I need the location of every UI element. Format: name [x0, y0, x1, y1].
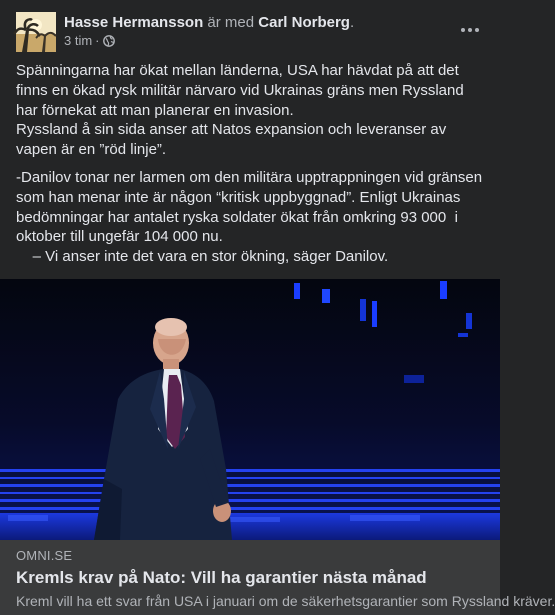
link-preview[interactable]: [0, 540, 555, 615]
post-paragraph: -Danilov tonar ner larmen om den militära upptrappningen vid gränsen som han menar inte är någon “kritisk uppbyggnad”. Enligt Ukrainas bedömningar har antalet ryska soldater ökat från omkring 93 000 i oktober till ungefär 104 000 nu. – Vi anser inte det vara en stor ökning, säger Danilov.: [16, 168, 483, 266]
author-line-punct: .: [349, 14, 355, 31]
avatar[interactable]: [16, 12, 56, 52]
post-timestamp[interactable]: 3 tim: [64, 33, 93, 48]
link-preview-image[interactable]: [0, 279, 500, 540]
author-line: [64, 13, 354, 32]
author-name[interactable]: Hasse Hermansson: [64, 14, 204, 31]
tagged-name[interactable]: Carl Norberg: [258, 14, 350, 31]
link-description: Kreml vill ha ett svar från USA i januari om de säkerhetsgarantier som Ryssland kräver.: [16, 593, 555, 609]
post-meta: [64, 13, 354, 49]
avatar-image: [16, 12, 56, 52]
dot-separator: ·: [95, 33, 100, 48]
link-title[interactable]: Kremls krav på Nato: Vill ha garantier nästa månad: [16, 568, 427, 587]
more-icon: [461, 28, 465, 32]
post-subline: [64, 33, 354, 49]
post-paragraph: Spänningarna har ökat mellan länderna, USA har hävdat på att det finns en ökad rysk militär närvaro vid Ukrainas gräns men Ryssland har förnekat att man planerar en invasion. Ryssland å sin sida anser att Natos expansion och leveranser av vapen är en ”röd linje”.: [16, 62, 464, 159]
globe-icon[interactable]: [103, 35, 115, 47]
with-text: är med: [207, 14, 255, 31]
link-domain: OMNI.SE: [16, 548, 73, 563]
post-text: [16, 61, 486, 267]
post-header: [16, 12, 484, 52]
more-options-button[interactable]: [456, 18, 484, 42]
